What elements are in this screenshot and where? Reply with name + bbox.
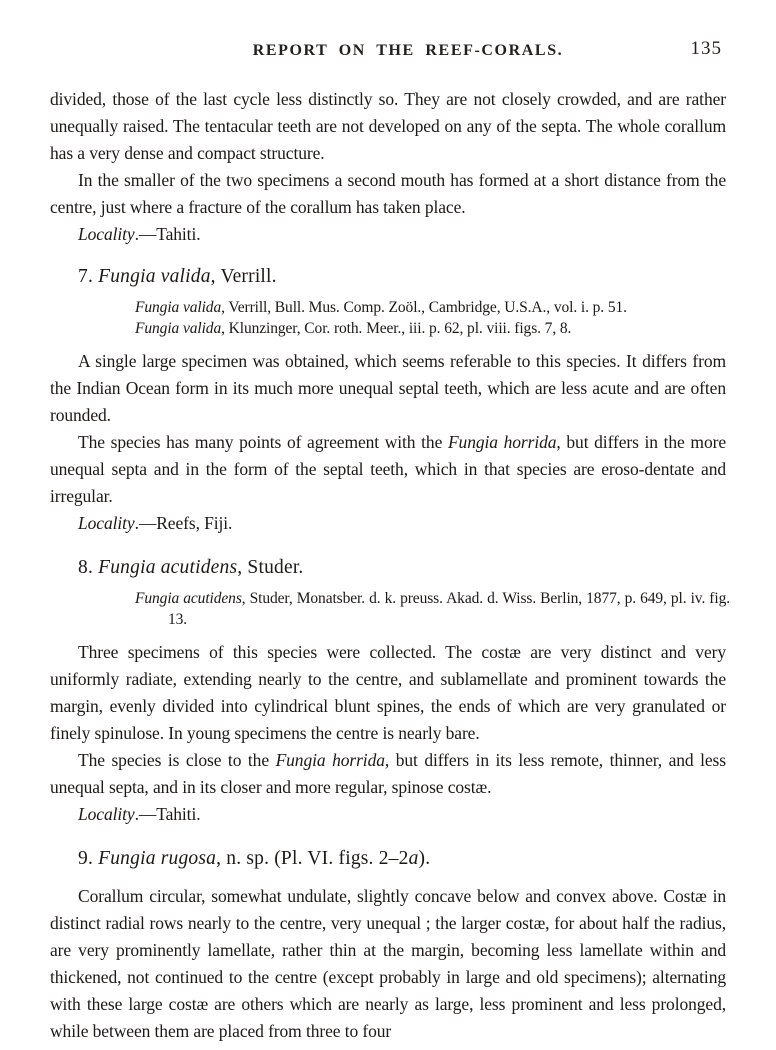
reference-citation: Fungia valida, Verrill, Bull. Mus. Comp. Zoöl., Cambridge, U.S.A., vol. i. p. 51. [135, 299, 627, 316]
paragraph: Three specimens of this species were collected. The costæ are very distinct and very uniformly radiate, extending nearly to the centre, and sublamellate and prominent towards the margin, evenly divided into cylindrical blunt spines, the ends of which are very granulated or finely spinulose. In young specimens the centre is nearly bare. [50, 642, 726, 743]
paragraph-continuation: divided, those of the last cycle less distinctly so. They are not closely crowded, and are rather unequally raised. The tentacular teeth are not developed on any of the septa. The whole corallum has a very dense and compact structure. [50, 89, 726, 163]
reference-citation: Fungia valida, Klunzinger, Cor. roth. Meer., iii. p. 62, pl. viii. figs. 7, 8. [135, 320, 572, 337]
paragraph: Corallum circular, somewhat undulate, slightly concave below and convex above. Costæ in distinct radial rows nearly to the centre, very unequal ; the larger costæ, for about half the radius, are very prominently lamellate, rather thin at the margin, becoming less lamellate within and thickened, not continued to the centre (except probably in large and old specimens); alternating with these large costæ are others which are nearly as large, less prominent and less prolonged, while between them are placed from three to four [50, 886, 726, 1041]
paragraph: The species is close to the Fungia horrida, but differs in its less remote, thinner, and less unequal septa, and in its closer and more regular, spinose costæ. [50, 750, 726, 797]
reference-citation: Fungia acutidens, Studer, Monatsber. d. k. preuss. Akad. d. Wiss. Berlin, 1877, p. 649, pl. iv. fig. 13. [135, 590, 730, 628]
running-header [50, 38, 726, 64]
page-body [50, 86, 730, 1045]
species-heading-7: 7. Fungia valida, Verrill. [78, 266, 277, 287]
page-number: 135 [690, 38, 722, 59]
running-header-title: REPORT ON THE REEF-CORALS. [252, 42, 564, 59]
locality-line: Locality.—Tahiti. [78, 224, 201, 244]
paragraph: In the smaller of the two specimens a second mouth has formed at a short distance from the centre, just where a fracture of the corallum has taken place. [50, 170, 726, 217]
paragraph: The species has many points of agreement with the Fungia horrida, but differs in the more unequal septa and in the form of the septal teeth, which in that species are eroso-dentate and irregular. [50, 432, 726, 506]
locality-line: Locality.—Tahiti. [78, 804, 201, 824]
locality-line: Locality.—Reefs, Fiji. [78, 513, 233, 533]
species-heading-8: 8. Fungia acutidens, Studer. [78, 557, 304, 578]
species-heading-9: 9. Fungia rugosa, n. sp. (Pl. VI. figs. 2–2a). [78, 848, 431, 869]
paragraph: A single large specimen was obtained, which seems referable to this species. It differs from the Indian Ocean form in its much more unequal septal teeth, which are less acute and are often rounded. [50, 351, 726, 425]
